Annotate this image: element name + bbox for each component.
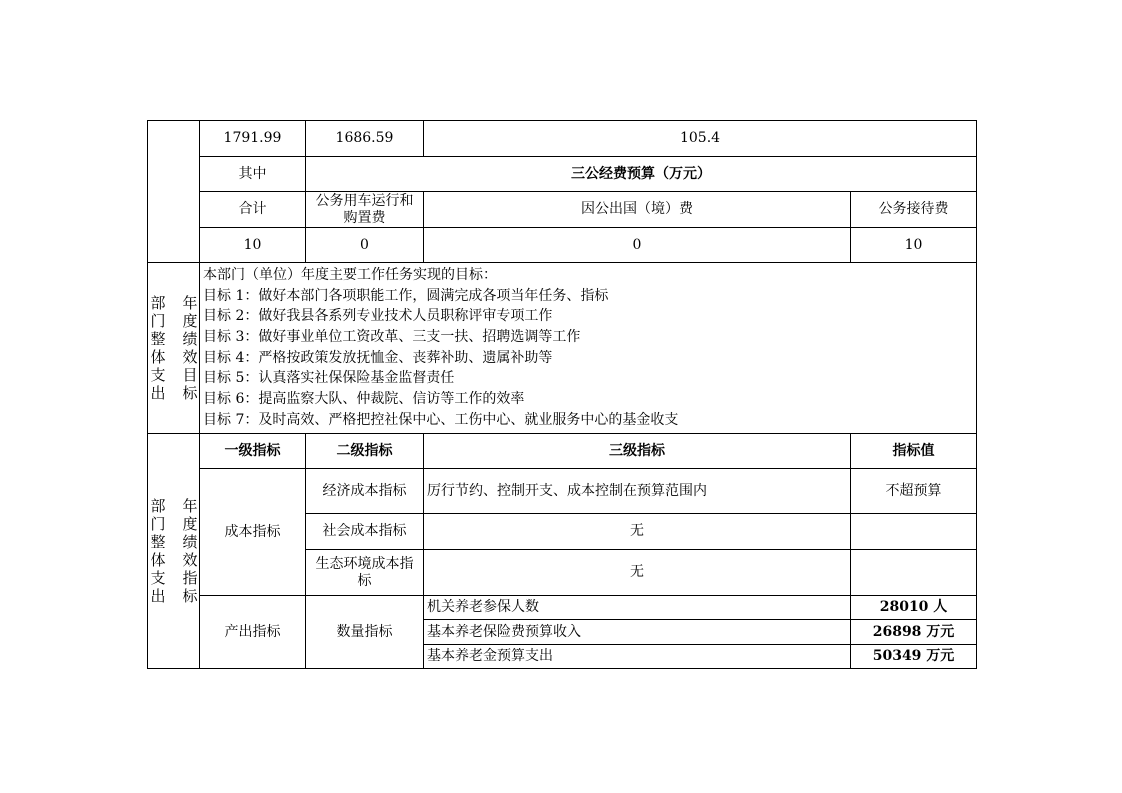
output-value-2: 26898 万元 [851,620,977,645]
cost-level3-economic: 厉行节约、控制开支、成本控制在预算范围内 [424,469,851,514]
cost-level3-social: 无 [424,514,851,550]
sangong-value-abroad: 0 [424,228,851,263]
qizhong-label: 其中 [200,157,306,192]
goal-5: 目标 5：认真落实社保保险基金监督责任 [203,370,455,387]
goal-6: 目标 6：提高监察大队、仲裁院、信访等工作的效率 [203,391,525,408]
cost-row-economic [148,469,977,514]
performance-table [147,120,977,669]
header-level2: 二级指标 [306,434,424,469]
sangong-value-reception: 10 [851,228,977,263]
header-value: 指标值 [851,434,977,469]
sangong-value-total: 10 [200,228,306,263]
goal-7: 目标 7：及时高效、严格把控社保中心、工伤中心、就业服务中心的基金收支 [203,411,679,428]
goals-side-label-1: 部 门 整 体 支 出 [150,294,166,402]
indicator-header-row [148,434,977,469]
sangong-header-car: 公务用车运行和购置费 [306,192,424,228]
budget-project-value: 105.4 [424,121,977,157]
output-value-1: 28010 人 [851,596,977,620]
sangong-title-row [148,157,977,192]
cost-level2-social: 社会成本指标 [306,514,424,550]
sangong-header-reception: 公务接待费 [851,192,977,228]
cost-level2-eco: 生态环境成本指标 [306,550,424,596]
indicators-side-label-1: 部 门 整 体 支 出 [150,497,166,605]
goal-1: 目标 1：做好本部门各项职能工作，圆满完成各项当年任务、指标 [203,287,609,304]
header-level3: 三级指标 [424,434,851,469]
sangong-header-total: 合计 [200,192,306,228]
sangong-value-row [148,228,977,263]
blank-side-cell [148,121,200,263]
cost-value-eco [851,550,977,596]
goal-3: 目标 3：做好事业单位工资改革、三支一扶、招聘选调等工作 [203,329,581,346]
output-level3-2: 基本养老保险费预算收入 [424,620,851,645]
output-row-1 [148,596,977,620]
sangong-header-abroad: 因公出国（境）费 [424,192,851,228]
output-level3-3: 基本养老金预算支出 [424,645,851,669]
cost-value-social [851,514,977,550]
sangong-title: 三公经费预算（万元） [306,157,977,192]
output-level1: 产出指标 [200,596,306,669]
goals-side-label [148,263,200,434]
goal-2: 目标 2：做好我县各系列专业技术人员职称评审专项工作 [203,308,553,325]
budget-total-value: 1791.99 [200,121,306,157]
indicators-side-label [148,434,200,669]
indicators-side-label-2: 年 度 绩 效 指 标 [182,497,198,605]
output-level2: 数量指标 [306,596,424,669]
budget-basic-value: 1686.59 [306,121,424,157]
cost-level3-eco: 无 [424,550,851,596]
goals-side-label-2: 年 度 绩 效 目 标 [182,294,198,402]
cost-level2-economic: 经济成本指标 [306,469,424,514]
cost-value-economic: 不超预算 [851,469,977,514]
sangong-value-car: 0 [306,228,424,263]
goals-content [200,263,977,434]
sangong-header-row [148,192,977,228]
goals-row [148,263,977,434]
goal-4: 目标 4：严格按政策发放抚恤金、丧葬补助、遗属补助等 [203,349,553,366]
output-value-3: 50349 万元 [851,645,977,669]
output-level3-1: 机关养老参保人数 [424,596,851,620]
cost-level1: 成本指标 [200,469,306,596]
budget-row [148,121,977,157]
goals-intro: 本部门（单位）年度主要工作任务实现的目标： [203,267,497,283]
header-level1: 一级指标 [200,434,306,469]
